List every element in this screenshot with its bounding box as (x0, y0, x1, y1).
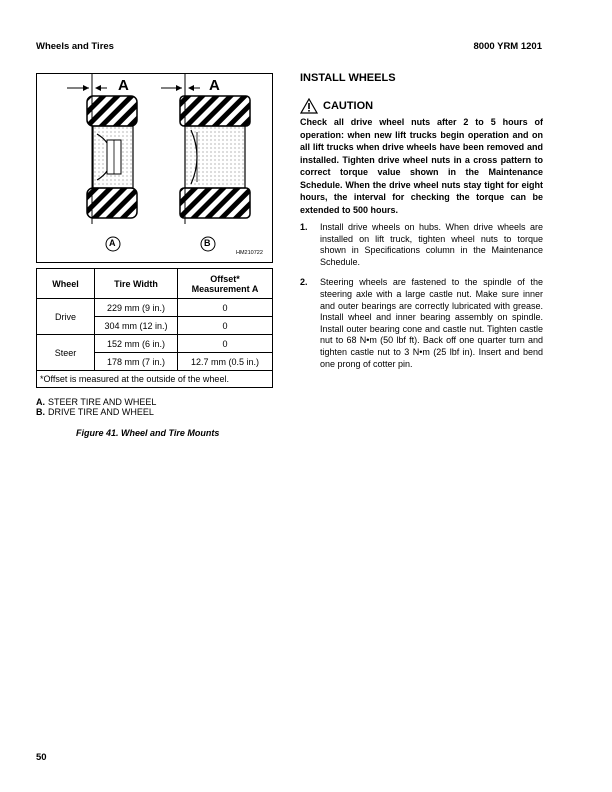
cell-offset: 0 (178, 335, 273, 353)
legend-text: DRIVE TIRE AND WHEEL (48, 407, 154, 417)
header-right: 8000 YRM 1201 (473, 41, 542, 52)
callout-a-drive: A (209, 77, 220, 94)
step-text: Steering wheels are fastened to the spindle of the steering axle with a large castle nut. Make sure inner and outer bearings are correctly lubricated with grease. Install wheel and inner bearing assembly on spindle. Install outer bearing cone and castle nut. Tighten castle nut to 68 N•m (50 lbf ft). Back off one quarter turn and tighten castle nut to 3 N•m (25 lbf in). Insert and bend one prong of cotter pin. (320, 277, 543, 369)
wheel-b-label: B (204, 238, 211, 248)
legend-item-b (36, 407, 154, 417)
figure-ref-code: HM210722 (236, 250, 263, 256)
cell-tire-width: 229 mm (9 in.) (95, 299, 178, 317)
cell-offset: 12.7 mm (0.5 in.) (178, 353, 273, 371)
table-row (37, 335, 273, 353)
col-header-wheel: Wheel (37, 269, 95, 299)
cell-offset: 0 (178, 299, 273, 317)
legend-key: A. (36, 397, 45, 407)
warning-triangle-icon (300, 98, 318, 114)
section-title: INSTALL WHEELS (300, 72, 396, 84)
legend-item-a (36, 397, 156, 407)
col-header-offset-line2: Measurement A (191, 283, 259, 294)
table-row (37, 299, 273, 317)
step-number: 1. (300, 222, 308, 232)
cell-tire-width: 152 mm (6 in.) (95, 335, 178, 353)
wheel-tire-diagram (37, 74, 272, 262)
wheel-a-label: A (109, 238, 116, 248)
caution-heading (300, 98, 373, 114)
header-left: Wheels and Tires (36, 41, 114, 52)
caution-label: CAUTION (323, 100, 374, 112)
wheel-spec-table (36, 268, 273, 388)
col-header-tire-width: Tire Width (95, 269, 178, 299)
legend-text: STEER TIRE AND WHEEL (48, 397, 157, 407)
col-header-offset (178, 269, 273, 299)
cell-tire-width: 304 mm (12 in.) (95, 317, 178, 335)
step-number: 2. (300, 277, 308, 288)
caution-text: Check all drive wheel nuts after 2 to 5 hours of operation: when new lift trucks begin operation and on all lift trucks when drive wheels have been removed and installed. Tighten drive wheel nuts in a cross pattern to correct torque value shown in the Maintenance Schedule. When the drive wheel nuts stay tight for eight hours, the interval for checking the torque can be extended to 500 hours. (300, 117, 543, 215)
cell-offset: 0 (178, 317, 273, 335)
step-text: Install drive wheels on hubs. When drive wheels are installed on lift truck, tighten wheel nuts to torque shown in Specifications column in the Maintenance Schedule. (320, 222, 543, 267)
figure-caption: Figure 41. Wheel and Tire Mounts (76, 428, 220, 438)
wheel-tire-figure (36, 73, 273, 263)
cell-wheel-drive: Drive (37, 299, 95, 335)
drive-wheel-drawing (161, 74, 250, 251)
list-item (300, 277, 543, 370)
callout-a-steer: A (118, 77, 129, 94)
col-header-offset-line1: Offset* (210, 273, 240, 284)
cell-wheel-steer: Steer (37, 335, 95, 371)
cell-tire-width: 178 mm (7 in.) (95, 353, 178, 371)
install-steps (300, 222, 543, 379)
legend-key: B. (36, 407, 45, 417)
table-footnote: *Offset is measured at the outside of the wheel. (37, 371, 273, 388)
page-number: 50 (36, 752, 47, 763)
steer-wheel-drawing (67, 74, 137, 251)
list-item (300, 222, 543, 268)
